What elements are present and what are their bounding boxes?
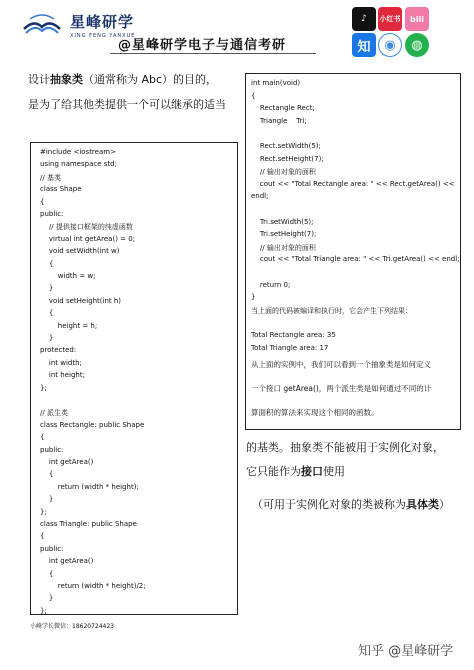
code-line: class Shape bbox=[40, 185, 82, 194]
code-line: public: bbox=[40, 210, 64, 218]
after-line-2: 它只能作为接口使用 bbox=[246, 465, 345, 478]
code-line: { bbox=[251, 91, 256, 100]
code-line: // 派生类 bbox=[40, 409, 68, 418]
code-line: } bbox=[40, 594, 54, 603]
code-line: 当上面的代码被编译和执行时，它会产生下列结果： bbox=[251, 306, 412, 315]
footer-contact: 小峰学长微信：18620724423 bbox=[30, 623, 114, 630]
wechat-icon[interactable]: ◍ bbox=[405, 33, 429, 57]
after-line-1: 的基类。抽象类不能被用于实例化对象， bbox=[246, 441, 444, 454]
code-line: protected: bbox=[40, 346, 77, 355]
code-line: { bbox=[40, 309, 54, 318]
code-line: { bbox=[40, 197, 45, 206]
weibo-icon[interactable]: ◉ bbox=[378, 33, 402, 57]
code-line: } bbox=[40, 334, 54, 342]
code-line: int getArea() bbox=[40, 458, 94, 466]
brand-name: 星峰研学 bbox=[70, 13, 135, 31]
code-line: Rectangle Rect; bbox=[251, 104, 315, 113]
code-line: { bbox=[40, 259, 54, 268]
code-line: int getArea() bbox=[40, 557, 94, 566]
note-line: 算面积的算法来实现这个相同的函数。 bbox=[251, 408, 379, 417]
code-line: public: bbox=[40, 445, 64, 454]
bilibili-icon[interactable]: bili bbox=[405, 7, 429, 31]
note-line: 一个接口 getArea()，两个派生类是如何通过不同的计 bbox=[251, 384, 432, 393]
code-line: } bbox=[40, 284, 54, 293]
term-concrete-class: 具体类 bbox=[406, 498, 439, 511]
intro-line-1: 设计抽象类（通常称为 Abc）的目的， bbox=[28, 73, 218, 86]
zhihu-icon[interactable]: 知 bbox=[352, 33, 376, 57]
code-line: // 基类 bbox=[40, 173, 61, 182]
code-line: cout << "Total Triangle area: " << Tri.getArea() << endl; bbox=[251, 255, 460, 264]
code-line: void setWidth(int w) bbox=[40, 247, 120, 256]
code-line: Tri.setWidth(5); bbox=[251, 217, 314, 226]
code-line: Rect.setWidth(5); bbox=[251, 142, 321, 150]
code-line: Tri.setHeight(7); bbox=[251, 230, 317, 239]
note-line: 从上面的实例中，我们可以看到一个抽象类是如何定义 bbox=[251, 360, 431, 369]
zhihu-watermark: 知乎 @星峰研学 bbox=[358, 644, 454, 659]
code-line: virtual int getArea() = 0; bbox=[40, 234, 136, 243]
header-title: @星峰研学电子与通信考研 bbox=[118, 38, 287, 53]
code-line: }; bbox=[40, 383, 47, 392]
code-line: Triangle Tri; bbox=[251, 116, 307, 125]
code-line: width = w; bbox=[40, 272, 96, 280]
code-line: class Triangle: public Shape bbox=[40, 520, 137, 528]
code-line: int width; bbox=[40, 358, 82, 367]
code-line: int main(void) bbox=[251, 79, 301, 87]
code-line: return (width * height); bbox=[40, 482, 139, 491]
code-line: int height; bbox=[40, 371, 85, 380]
code-line: endl; bbox=[251, 192, 269, 201]
code-line: // 输出对象的面积 bbox=[251, 168, 316, 177]
code-line: } bbox=[40, 495, 54, 504]
brand-name-en: XING FENG YANXUE bbox=[70, 33, 136, 39]
code-block-classes bbox=[30, 142, 238, 615]
code-line: cout << "Total Rectangle area: " << Rect.getArea() << bbox=[251, 179, 455, 188]
code-line: public: bbox=[40, 544, 64, 553]
code-line: { bbox=[40, 569, 54, 578]
code-line: Total Rectangle area: 35 bbox=[251, 331, 336, 339]
code-block-main bbox=[245, 73, 461, 430]
term-abstract-class: 抽象类 bbox=[50, 73, 83, 86]
book-logo-icon bbox=[20, 11, 64, 39]
intro-line-2: 是为了给其他类提供一个可以继承的适当 bbox=[28, 98, 226, 111]
code-line: } bbox=[251, 293, 256, 302]
code-line: return 0; bbox=[251, 280, 291, 289]
code-line: using namespace std; bbox=[40, 160, 117, 169]
code-line: Rect.setHeight(7); bbox=[251, 154, 324, 163]
after-line-3: （可用于实例化对象的类被称为具体类） bbox=[252, 498, 450, 511]
term-interface: 接口 bbox=[301, 465, 323, 478]
code-line: return (width * height)/2; bbox=[40, 582, 146, 590]
xiaohongshu-icon[interactable]: 小红书 bbox=[378, 7, 402, 31]
code-line: class Rectangle: public Shape bbox=[40, 420, 145, 429]
code-line: { bbox=[40, 470, 54, 479]
code-line: }; bbox=[40, 606, 47, 615]
code-line: { bbox=[40, 433, 45, 442]
header-divider bbox=[110, 53, 316, 54]
code-line: { bbox=[40, 532, 45, 541]
tiktok-icon[interactable]: ♪ bbox=[352, 7, 376, 31]
code-line: // 提供接口框架的纯虚函数 bbox=[40, 223, 133, 232]
code-line: #include <iostream> bbox=[40, 148, 116, 156]
code-line: height = h; bbox=[40, 321, 98, 330]
code-line: Total Triangle area: 17 bbox=[251, 343, 329, 352]
code-line: // 输出对象的面积 bbox=[251, 243, 316, 252]
code-line: void setHeight(int h) bbox=[40, 296, 122, 305]
code-line: }; bbox=[40, 507, 47, 516]
